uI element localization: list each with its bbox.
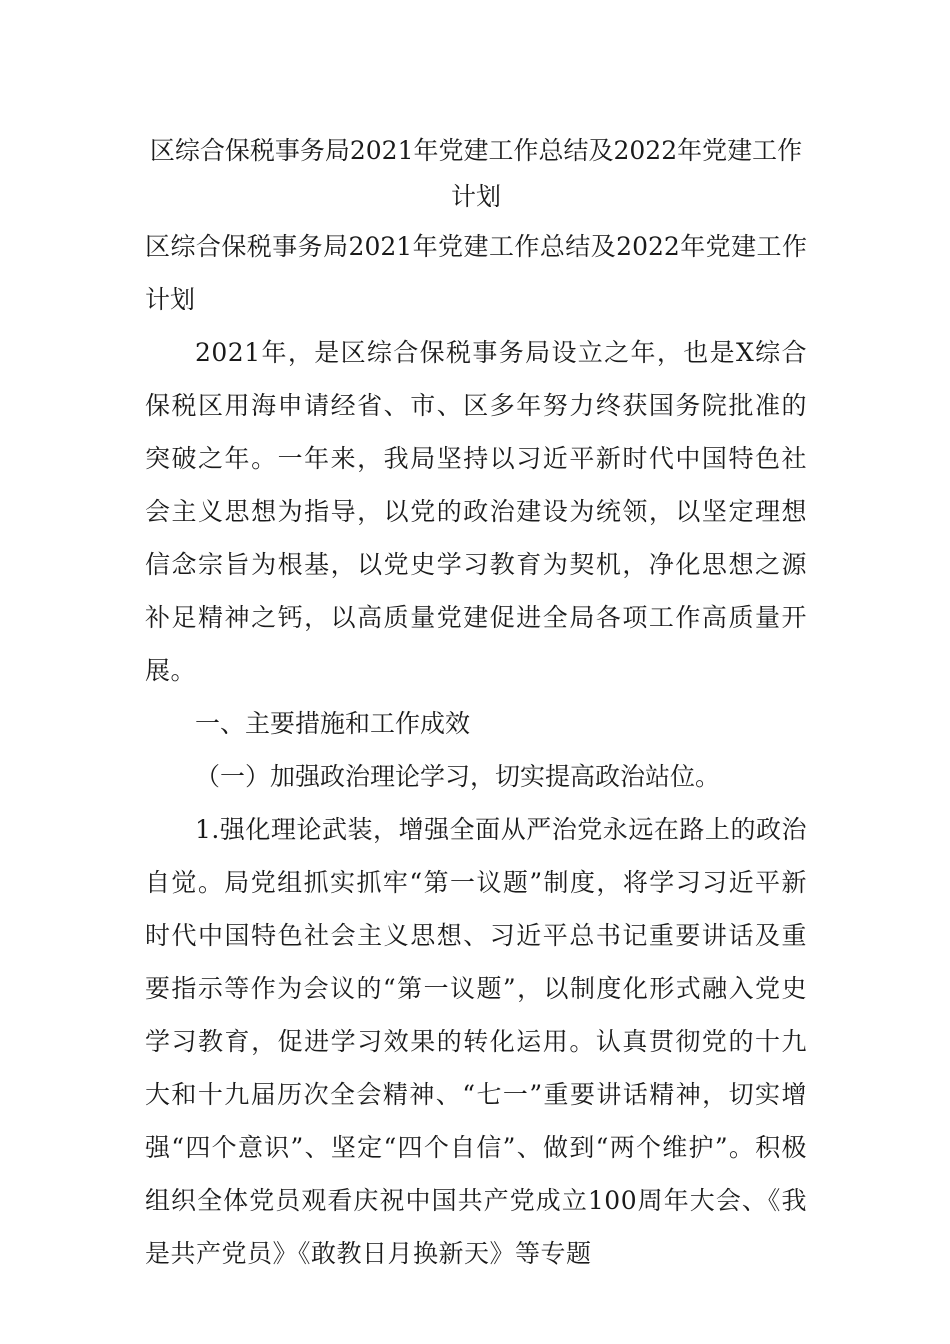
- item-paragraph: 1.强化理论武装，增强全面从严治党永远在路上的政治自觉。局党组抓实抓牢“第一议题”制度，将学习习近平新时代中国特色社会主义思想、习近平总书记重要讲话及重要指示等作为会议的“第一议题”，以制度化形式融入党史学习教育，促进学习效果的转化运用。认真贯彻党的十九大和十九届历次全会精神、“七一”重要讲话精神，切实增强“四个意识”、坚定“四个自信”、做到“两个维护”。积极组织全体党员观看庆祝中国共产党成立100周年大会、《我是共产党员》《敢教日月换新天》等专题: [145, 815, 807, 1268]
- document-body: [145, 128, 807, 1280]
- document-title: 区综合保税事务局2021年党建工作总结及2022年党建工作计划: [149, 136, 803, 211]
- repeated-title: 区综合保税事务局2021年党建工作总结及2022年党建工作计划: [145, 232, 807, 314]
- intro-paragraph: 2021年，是区综合保税事务局设立之年，也是X综合保税区用海申请经省、市、区多年努力终获国务院批准的突破之年。一年来，我局坚持以习近平新时代中国特色社会主义思想为指导，以党的政治建设为统领，以坚定理想信念宗旨为根基，以党史学习教育为契机，净化思想之源补足精神之钙，以高质量党建促进全局各项工作高质量开展。: [145, 338, 807, 685]
- subsection-heading: （一）加强政治理论学习，切实提高政治站位。: [195, 762, 721, 791]
- section-heading: 一、主要措施和工作成效: [195, 709, 471, 738]
